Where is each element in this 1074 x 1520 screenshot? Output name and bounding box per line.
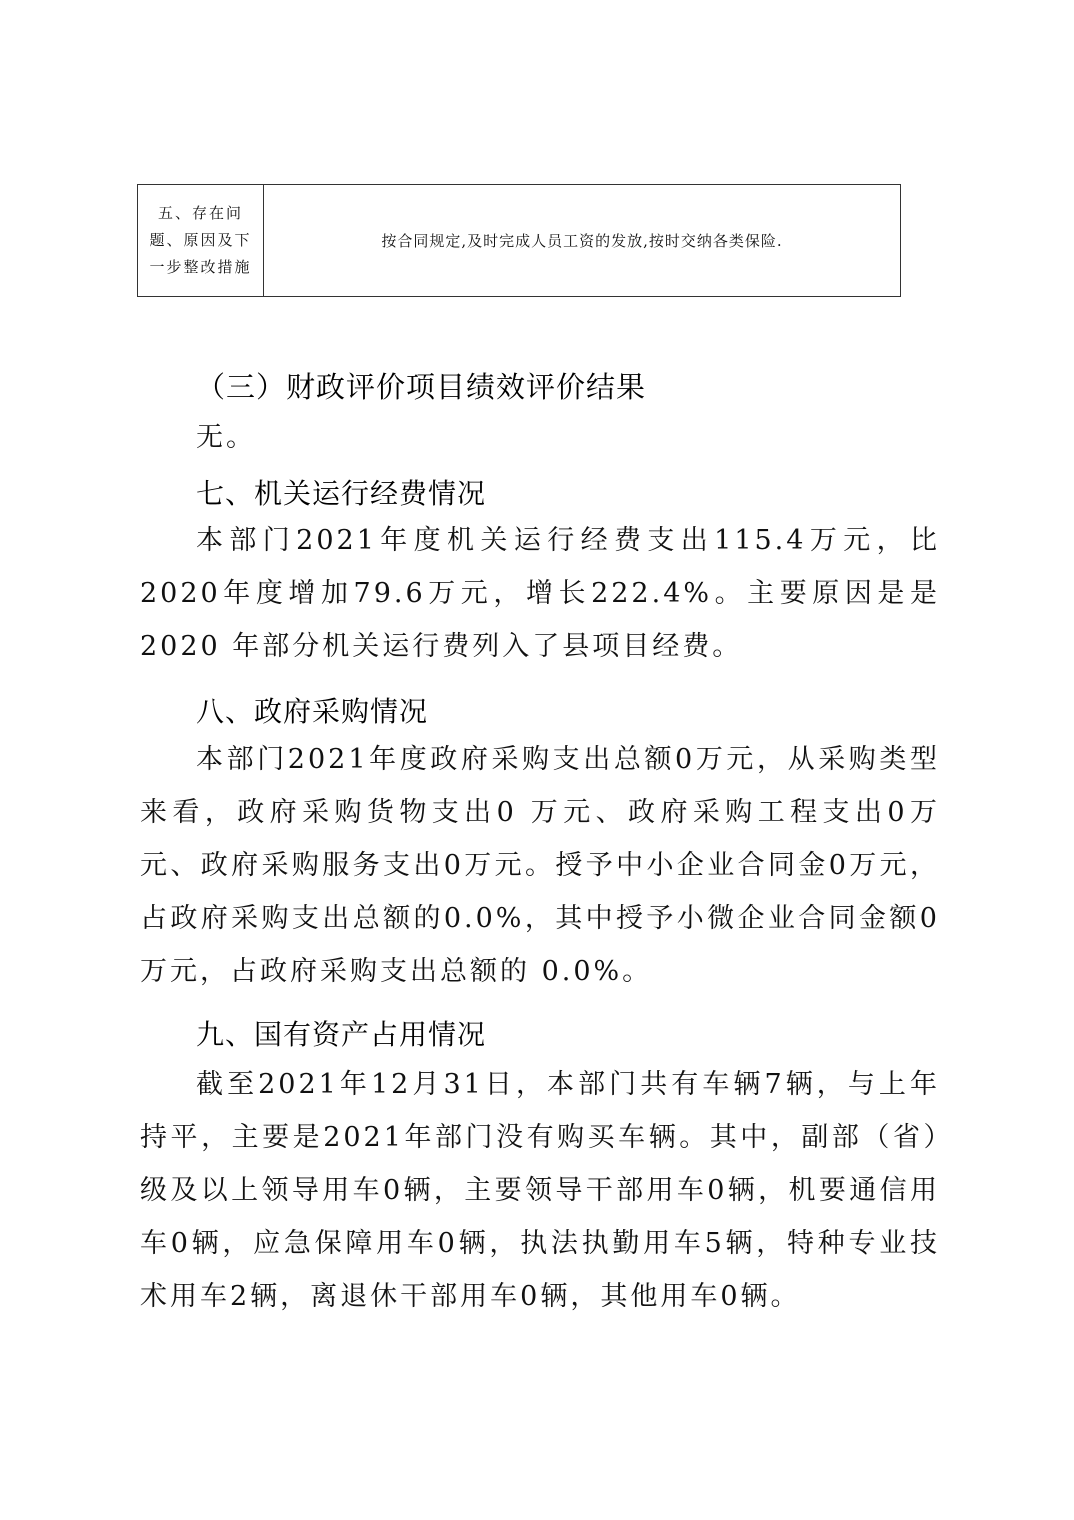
section-3-text: 无。 bbox=[196, 422, 256, 453]
issues-table bbox=[137, 184, 901, 297]
table-row-label: 五、存在问题、原因及下一步整改措施 bbox=[138, 185, 264, 296]
section-7-text: 本部门2021年度机关运行经费支出115.4万元，比2020年度增加79.6万元，增长222.4%。主要原因是是 2020 年部分机关运行费列入了县项目经费。 bbox=[140, 525, 940, 662]
section-9-text: 截至2021年12月31日，本部门共有车辆7辆，与上年持平，主要是2021年部门没有购买车辆。其中，副部（省）级及以上领导用车0辆，主要领导干部用车0辆，机要通信用车0辆，应急保障用车0辆，执法执勤用车5辆，特种专业技术用车2辆，离退休干部用车0辆，其他用车0辆。 bbox=[140, 1069, 940, 1312]
section-9-heading: 九、国有资产占用情况 bbox=[196, 1018, 487, 1051]
section-8-heading: 八、政府采购情况 bbox=[196, 695, 429, 728]
section-8-text: 本部门2021年度政府采购支出总额0万元，从采购类型来看，政府采购货物支出0 万元、政府采购工程支出0万元、政府采购服务支出0万元。授予中小企业合同金0万元，占政府采购支出总额的0.0%，其中授予小微企业合同金额0万元，占政府采购支出总额的 0.0%。 bbox=[140, 744, 940, 987]
section-7-heading: 七、机关运行经费情况 bbox=[196, 477, 487, 510]
section-3-heading: （三）财政评价项目绩效评价结果 bbox=[196, 370, 647, 404]
table-row-content: 按合同规定,及时完成人员工资的发放,按时交纳各类保险. bbox=[381, 232, 783, 250]
